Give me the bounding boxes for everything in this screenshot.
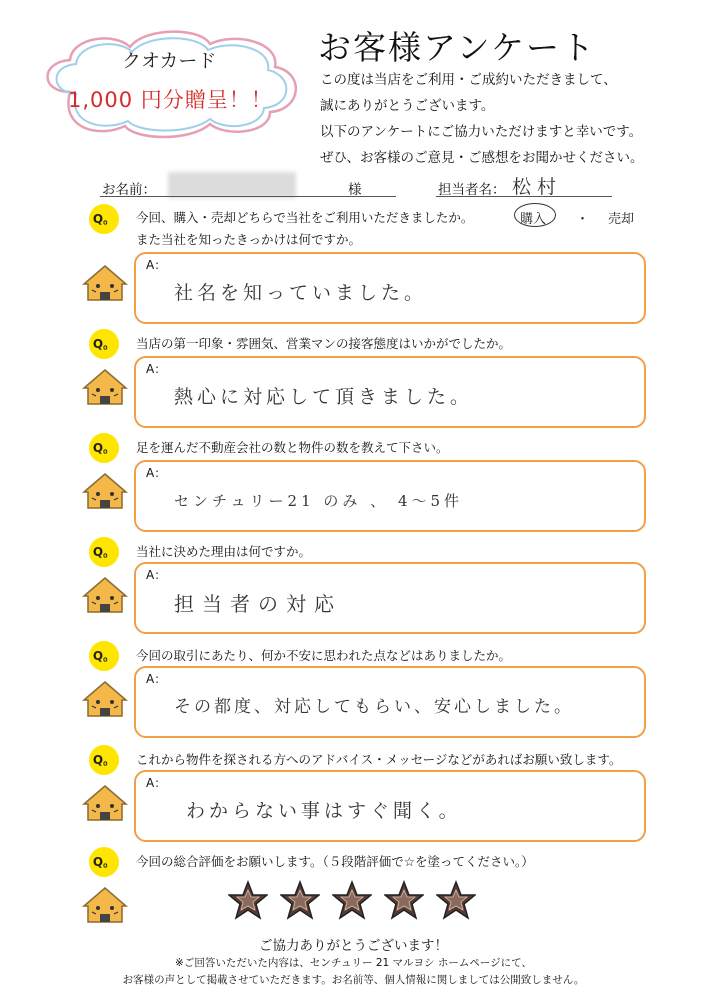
q1-option-purchase: 購入: [520, 212, 547, 227]
q4-answer: 担当者の対応: [174, 592, 342, 616]
quo-card-cloud-badge: [30, 22, 310, 142]
answer-label: A：: [146, 258, 167, 272]
q7-text: 今回の総合評価をお願いします。（５段階評価で☆を塗ってください。）: [136, 854, 534, 869]
q2-text: 当店の第一印象・雰囲気、営業マンの接客態度はいかがでしたか。: [136, 336, 512, 351]
q1-option-sep: ・: [576, 212, 590, 227]
q2-answer: 熱心に対応して頂きました。: [174, 386, 474, 408]
q1-answer: 社名を知っていました。: [174, 282, 428, 304]
intro-line-3: 以下のアンケートにご協力いただけますと幸いです。: [320, 124, 643, 140]
q1-option-sale: 売却: [608, 212, 635, 227]
q1-badge: Q。: [89, 204, 119, 234]
note-line-1: ※ご回答いただいた内容は、センチュリー 21 マルヨシ ホームページにて、: [175, 957, 532, 969]
q3-badge: Q。: [89, 433, 119, 463]
thanks-text: ご協力ありがとうございます！: [259, 938, 448, 954]
q5-text: 今回の取引にあたり、何か不安に思われた点などはありましたか。: [136, 648, 512, 663]
q5-answer: その都度、対応してもらい、安心しました。: [174, 697, 574, 717]
intro-line-1: この度は当店をご利用・ご成約いただきまして、: [320, 72, 617, 88]
redacted-name: [168, 172, 296, 198]
q6-answer: わからない事はすぐ聞く。: [186, 800, 462, 822]
badge-line-2: 1,000 円分贈呈！！: [68, 88, 273, 112]
house-icon: [80, 574, 130, 614]
q6-text: これから物件を探される方へのアドバイス・メッセージなどがあればお願い致します。: [136, 752, 622, 767]
q1-selected-circle: [514, 203, 556, 227]
q3-text: 足を運んだ不動産会社の数と物件の数を教えて下さい。: [136, 440, 449, 455]
q4-answer-box: [134, 562, 646, 634]
q7-badge: Q。: [89, 847, 119, 877]
q3-answer-box: [134, 460, 646, 532]
staff-value: 松村: [512, 176, 563, 198]
q6-answer-box: [134, 770, 646, 842]
intro-line-4: ぜひ、お客様のご意見・ご感想をお聞かせください。: [320, 150, 644, 166]
house-icon: [80, 678, 130, 718]
rating-star-3[interactable]: [332, 880, 372, 920]
q5-badge: Q。: [89, 641, 119, 671]
name-underline: [100, 196, 396, 197]
answer-label: A：: [146, 362, 167, 376]
q5-answer-box: [134, 666, 646, 738]
q1-text-line-2: また当社を知ったきっかけは何ですか。: [136, 232, 362, 247]
badge-line-1: クオカード: [122, 50, 217, 72]
answer-label: A：: [146, 776, 167, 790]
answer-label: A：: [146, 568, 167, 582]
intro-line-2: 誠にありがとうございます。: [320, 98, 495, 114]
q3-answer: センチュリー21 のみ 、 4〜5件: [174, 492, 464, 510]
rating-star-1[interactable]: [228, 880, 268, 920]
q2-answer-box: [134, 356, 646, 428]
name-label: お名前：: [102, 182, 156, 198]
q4-text: 当社に決めた理由は何ですか。: [136, 544, 312, 559]
house-icon: [80, 262, 130, 302]
house-icon: [80, 884, 130, 924]
q2-badge: Q。: [89, 329, 119, 359]
page-title: お客様アンケート: [318, 28, 597, 67]
q1-text-line-1: 今回、購入・売却どちらで当社をご利用いただきましたか。: [136, 210, 474, 225]
house-icon: [80, 366, 130, 406]
q4-badge: Q。: [89, 537, 119, 567]
note-line-2: お客様の声として掲載させていただきます。お名前等、個人情報に関しましては公開致しません。: [122, 974, 585, 986]
rating-star-4[interactable]: [384, 880, 424, 920]
staff-underline: [436, 196, 612, 197]
q6-badge: Q。: [89, 745, 119, 775]
house-icon: [80, 782, 130, 822]
staff-label: 担当者名：: [438, 182, 506, 198]
house-icon: [80, 470, 130, 510]
q1-answer-box: [134, 252, 646, 324]
rating-star-2[interactable]: [280, 880, 320, 920]
answer-label: A：: [146, 466, 167, 480]
rating-star-5[interactable]: [436, 880, 476, 920]
answer-label: A：: [146, 672, 167, 686]
name-suffix: 様: [348, 182, 362, 198]
